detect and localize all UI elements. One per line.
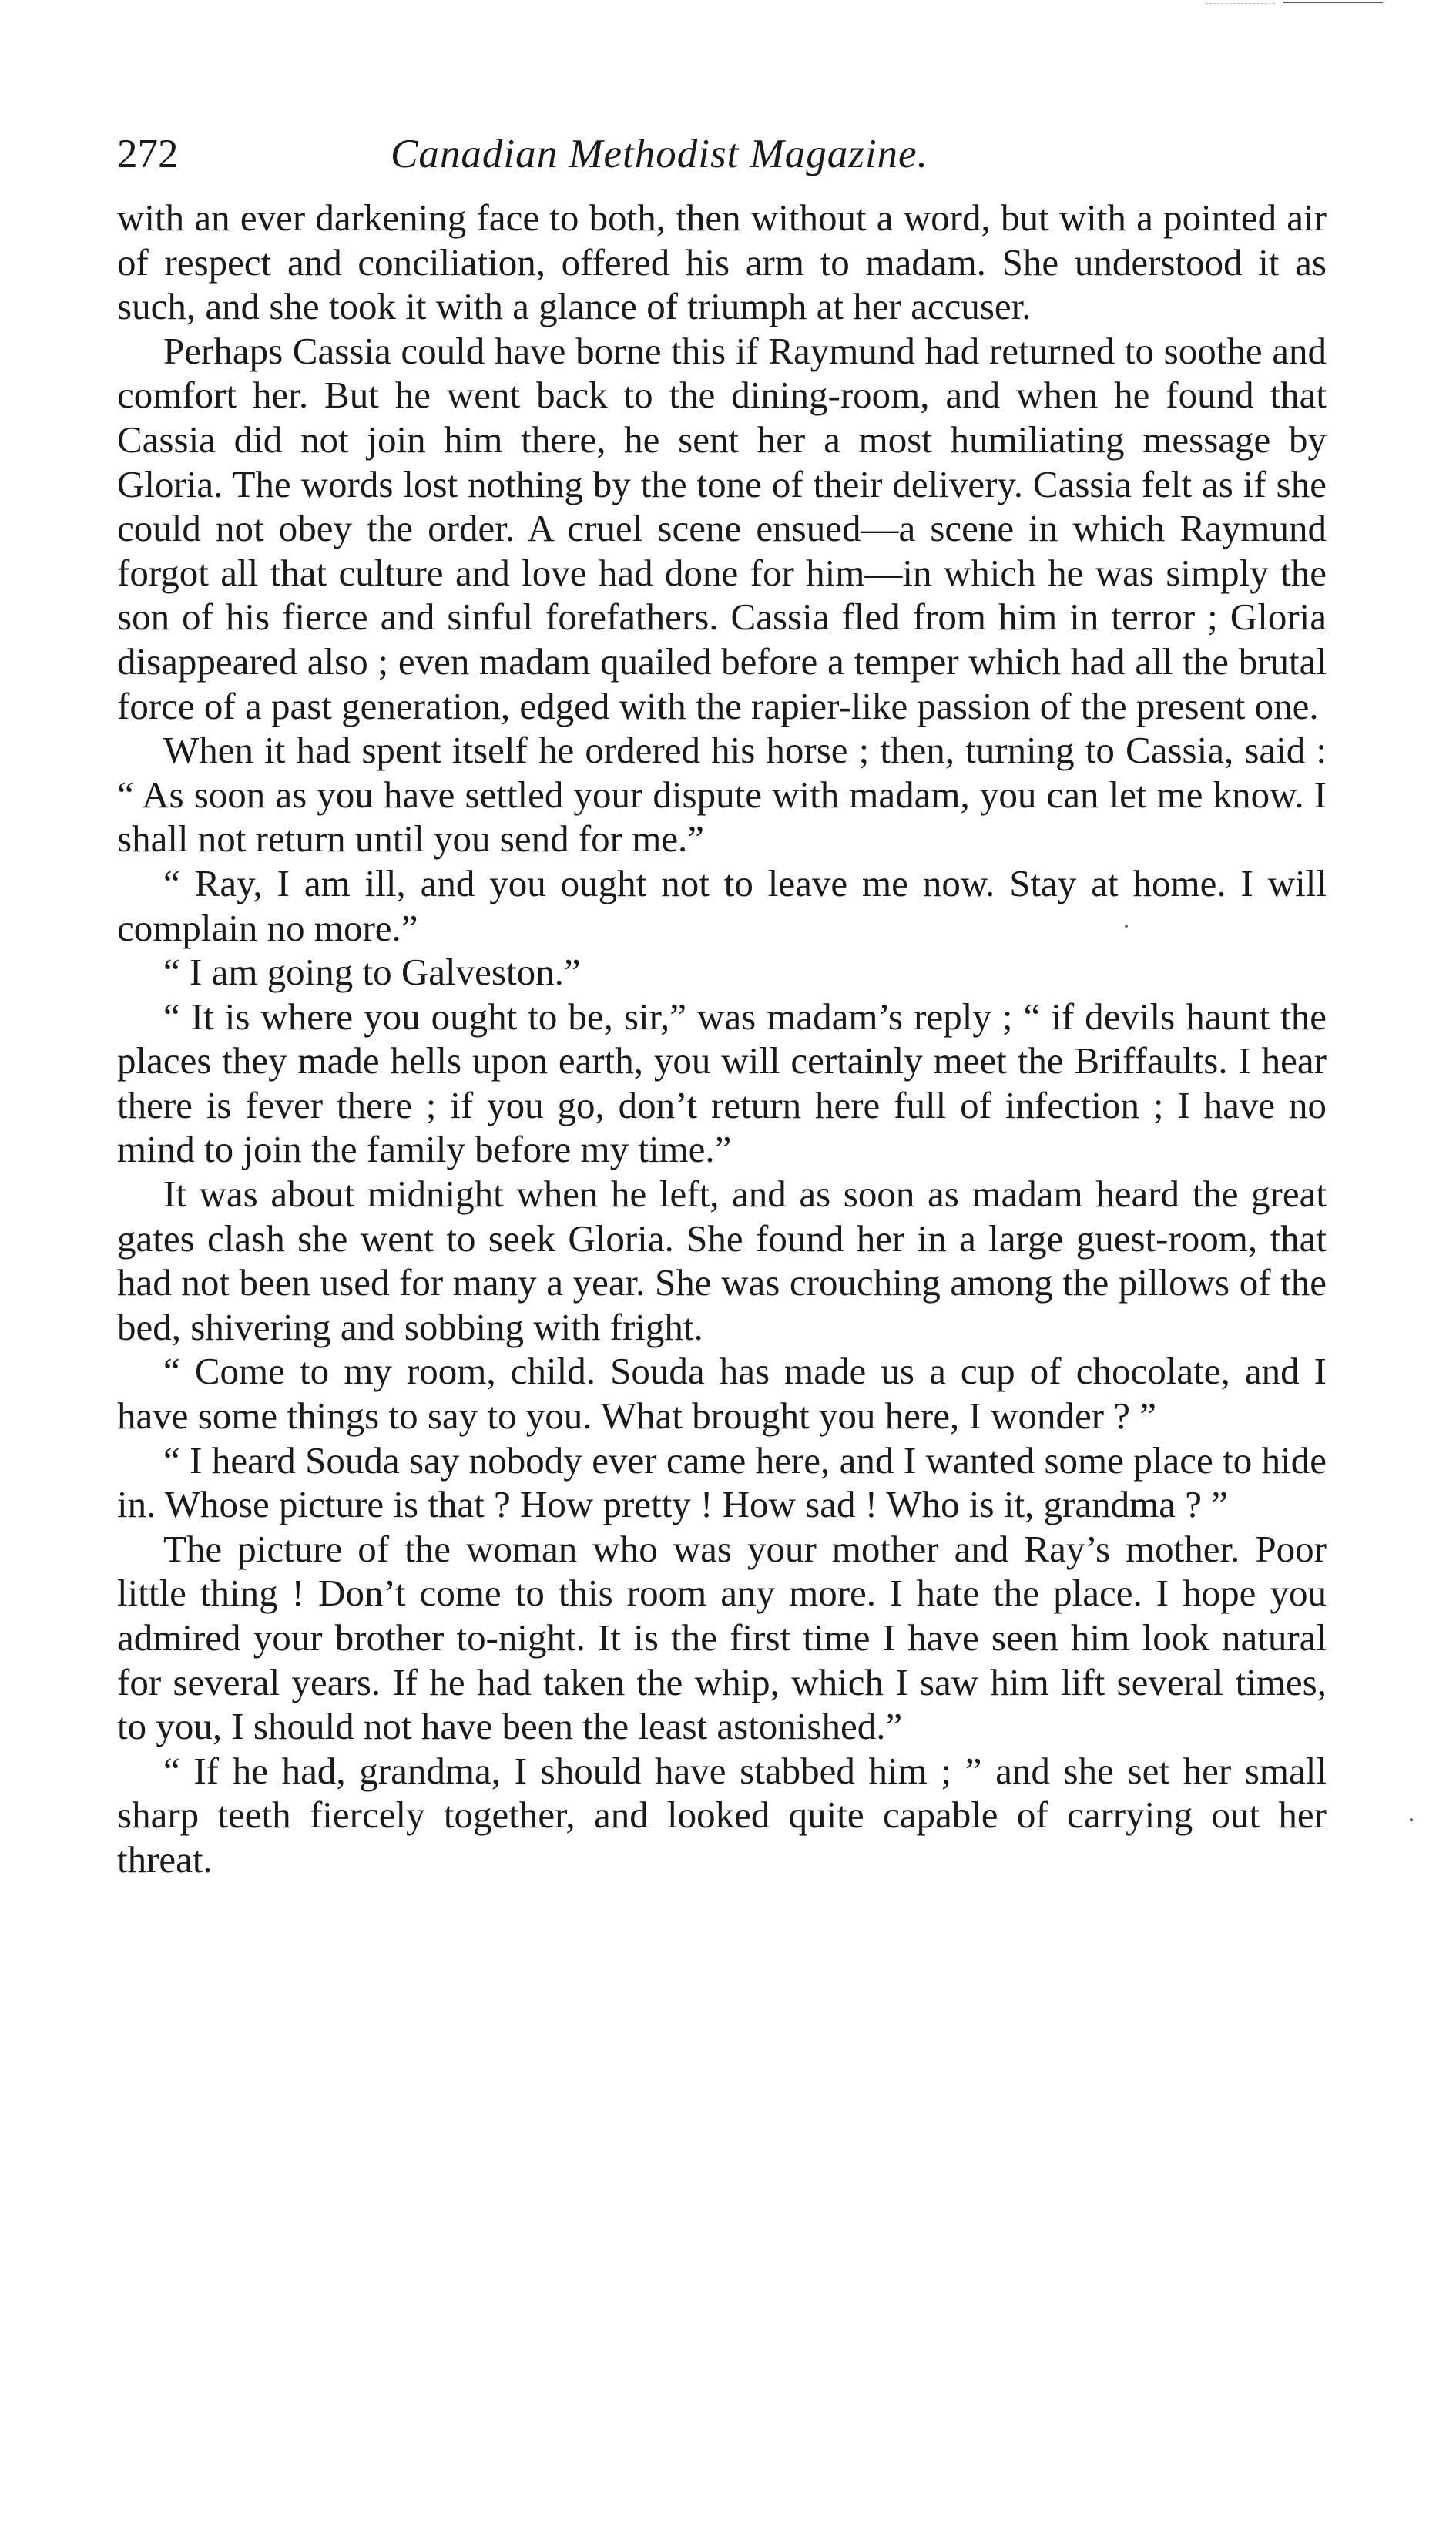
article-body: [117, 196, 1327, 1882]
paragraph: “ Come to my room, child. Souda has made us a cup of chocolate, and I have some things to say to you. What brought you here, I wonder ? ”: [117, 1350, 1327, 1438]
paragraph: “ I am going to Galveston.”: [163, 951, 581, 994]
paragraph: It was about midnight when he left, and as soon as madam heard the great gates clash she went to seek Gloria. She found her in a large guest-room, that had not been used for many a year. She was crouching among the pillows of the bed, shivering and sobbing with fright.: [117, 1173, 1327, 1348]
running-head: [117, 123, 1327, 185]
scan-speck: [1125, 925, 1128, 928]
paragraph: The picture of the woman who was your mother and Ray’s mother. Poor little thing ! Don’t come to this room any more. I hate the place. I hope you admired your brother to-night. It is the first time I have seen him look natural for several years. If he had taken the whip, which I saw him lift several times, to you, I should not have been the least astonished.”: [117, 1527, 1327, 1748]
magazine-page: [117, 123, 1327, 1882]
paragraph: Perhaps Cassia could have borne this if Raymund had returned to soothe and comfort her. But he went back to the dining-room, and when he found that Cassia did not join him there, he sent her a most humiliating message by Gloria. The words lost nothing by the tone of their delivery. Cassia felt as if she could not obey the order. A cruel scene ensued—a scene in which Raymund forgot all that culture and love had done for him—in which he was simply the son of his fierce and sinful forefathers. Cassia fled from him in terror ; Gloria disappeared also ; even madam quailed before a temper which had all the brutal force of a past generation, edged with the rapier-like passion of the present one.: [117, 329, 1327, 727]
paragraph-continued: with an ever darkening face to both, then without a word, but with a pointed air of respect and conciliation, offered his arm to madam. She understood it as such, and she took it with a glance of triumph at her accuser.: [117, 196, 1327, 328]
paragraph: When it had spent itself he ordered his horse ; then, turning to Cassia, said : “ As soon as you have settled your dispute with madam, you can let me know. I shall not return until you send for me.”: [117, 729, 1327, 861]
scan-speck: [1410, 1818, 1413, 1821]
journal-title: Canadian Methodist Magazine.: [391, 132, 928, 176]
paragraph: “ Ray, I am ill, and you ought not to leave me now. Stay at home. I will complain no more.”: [117, 861, 1327, 949]
scan-corner-mark: [1206, 3, 1275, 5]
paragraph: “ If he had, grandma, I should have stabbed him ; ” and she set her small sharp teeth fiercely together, and looked quite capable of carrying out her threat.: [117, 1749, 1327, 1881]
page-number: 272: [117, 132, 179, 176]
paragraph: “ I heard Souda say nobody ever came here, and I wanted some place to hide in. Whose picture is that ? How pretty ! How sad ! Who is it, grandma ? ”: [117, 1438, 1327, 1526]
scan-corner-rule: [1283, 2, 1383, 3]
paragraph: “ It is where you ought to be, sir,” was madam’s reply ; “ if devils haunt the places they made hells upon earth, you will certainly meet the Briffaults. I hear there is fever there ; if you go, don’t return here full of infection ; I have no mind to join the family before my time.”: [117, 995, 1327, 1171]
